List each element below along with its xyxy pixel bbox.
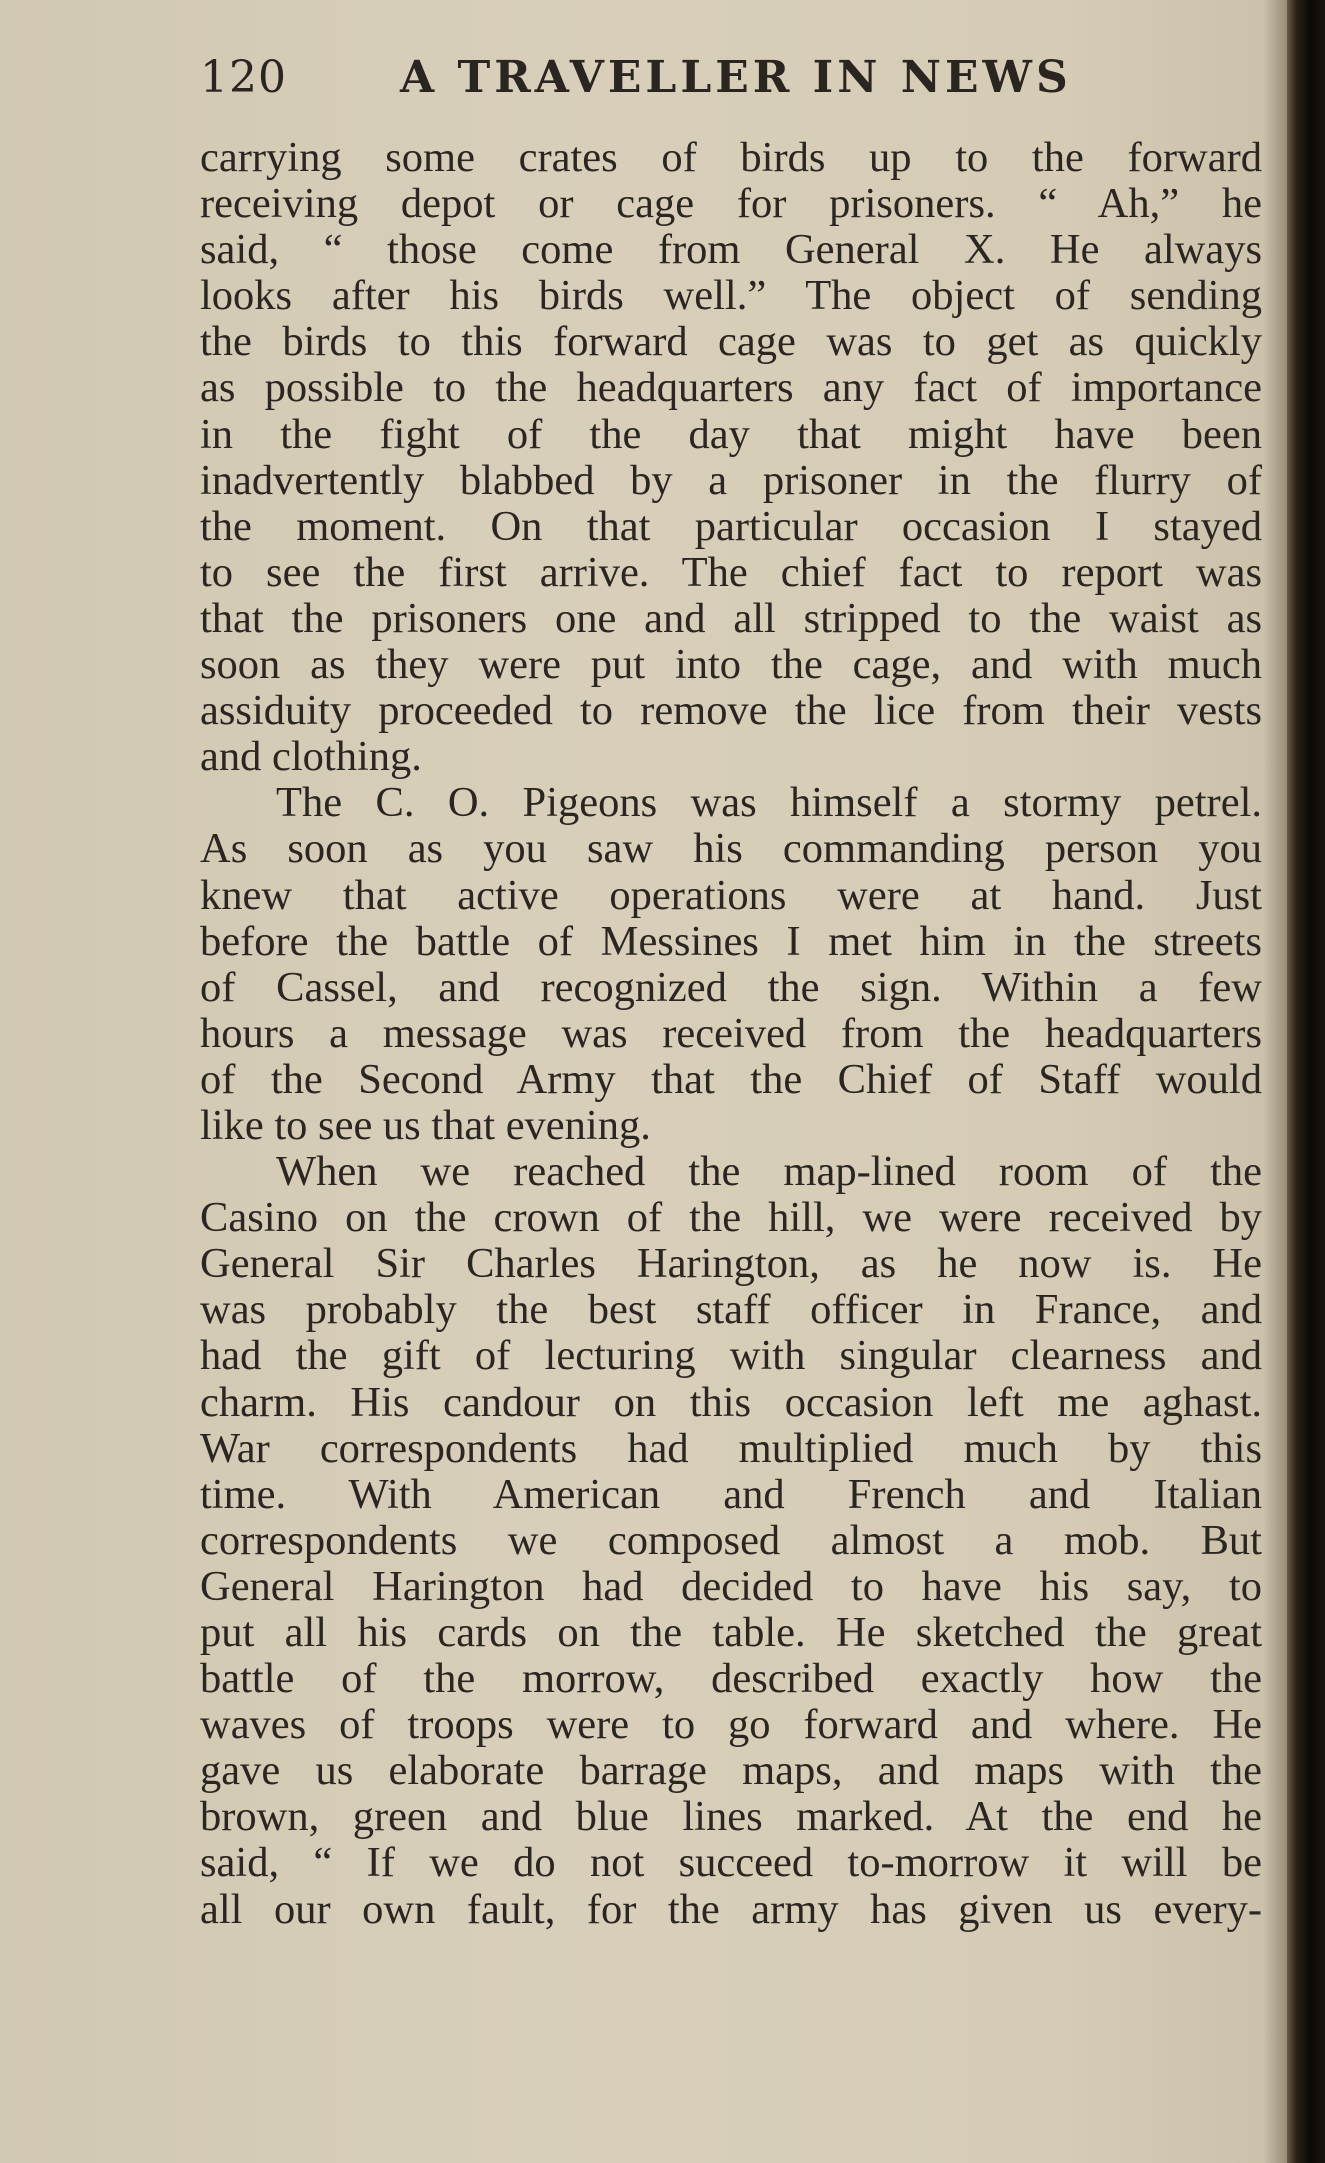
text-line: before the battle of Messines I met him in the streets xyxy=(200,917,1262,965)
page-header xyxy=(200,52,1260,112)
text-line: receiving depot or cage for prisoners. “ Ah,” he xyxy=(200,180,1262,228)
text-line: was probably the best staff officer in France, and xyxy=(200,1286,1262,1334)
text-line: gave us elaborate barrage maps, and maps with the xyxy=(200,1747,1262,1795)
text-line: of the Second Army that the Chief of Staff would xyxy=(200,1055,1262,1103)
page-number: 120 xyxy=(200,52,287,103)
book-spine xyxy=(1287,0,1325,2163)
text-line: knew that active operations were at hand. Just xyxy=(200,871,1262,919)
text-line: all our own fault, for the army has given us every- xyxy=(200,1885,1262,1933)
text-line: to see the first arrive. The chief fact to report was xyxy=(200,548,1262,596)
text-line: General Harington had decided to have his say, to xyxy=(200,1562,1262,1610)
text-line: War correspondents had multiplied much by this xyxy=(200,1424,1262,1472)
text-line: and clothing. xyxy=(200,733,422,781)
text-line: battle of the morrow, described exactly how the xyxy=(200,1655,1262,1703)
body-text xyxy=(200,135,1262,1933)
text-line: that the prisoners one and all stripped to the waist as xyxy=(200,594,1262,642)
text-line: assiduity proceeded to remove the lice from their vests xyxy=(200,687,1262,735)
running-title: A TRAVELLER IN NEWS xyxy=(400,52,1072,103)
text-line: as possible to the headquarters any fact of importance xyxy=(200,364,1262,412)
text-line: like to see us that evening. xyxy=(200,1101,651,1149)
text-line: When we reached the map-lined room of the xyxy=(276,1148,1262,1196)
spine-shadow xyxy=(1263,0,1287,2163)
text-line: the birds to this forward cage was to get as quickly xyxy=(200,318,1262,366)
text-line: As soon as you saw his commanding person you xyxy=(200,825,1262,873)
text-line: of Cassel, and recognized the sign. Within a few xyxy=(200,963,1262,1011)
text-line: time. With American and French and Italian xyxy=(200,1470,1262,1518)
text-line: General Sir Charles Harington, as he now is. He xyxy=(200,1240,1262,1288)
text-line: brown, green and blue lines marked. At the end he xyxy=(200,1793,1262,1841)
text-line: looks after his birds well.” The object of sending xyxy=(200,272,1262,320)
text-line: in the fight of the day that might have been xyxy=(200,410,1262,458)
text-line: had the gift of lecturing with singular clearness and xyxy=(200,1332,1262,1380)
text-line: correspondents we composed almost a mob. But xyxy=(200,1516,1262,1564)
text-line: Casino on the crown of the hill, we were received by xyxy=(200,1194,1262,1242)
text-line: put all his cards on the table. He sketched the great xyxy=(200,1609,1262,1656)
text-line: soon as they were put into the cage, and with much xyxy=(200,641,1262,689)
text-line: said, “ those come from General X. He always xyxy=(200,226,1262,274)
text-line: inadvertently blabbed by a prisoner in the flurry of xyxy=(200,456,1262,504)
text-line: The C. O. Pigeons was himself a stormy petrel. xyxy=(276,779,1262,827)
text-line: said, “ If we do not succeed to-morrow it will be xyxy=(200,1839,1262,1887)
text-line: the moment. On that particular occasion I stayed xyxy=(200,502,1262,550)
text-line: hours a message was received from the headquarters xyxy=(200,1009,1262,1057)
text-line: waves of troops were to go forward and where. He xyxy=(200,1701,1262,1749)
text-line: carrying some crates of birds up to the forward xyxy=(200,134,1262,181)
text-line: charm. His candour on this occasion left me aghast. xyxy=(200,1378,1262,1426)
